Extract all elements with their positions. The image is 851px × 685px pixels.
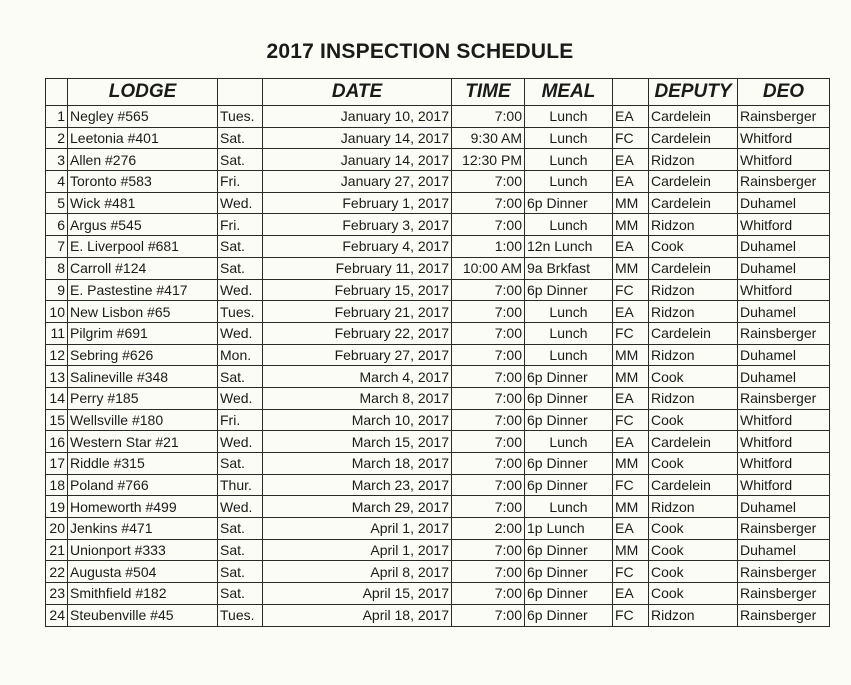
page-title: 2017 INSPECTION SCHEDULE [266,40,574,63]
lodge-cell: Riddle #315 [68,453,218,475]
date-cell: March 15, 2017 [263,431,452,453]
code-cell: FC [613,561,649,583]
time-cell: 7:00 [452,474,525,496]
lodge-cell: Western Star #21 [68,431,218,453]
deputy-cell: Cook [649,518,738,540]
col-header-deo: DEO [738,79,830,106]
row-number: 19 [46,496,68,518]
date-cell: February 21, 2017 [263,301,452,323]
row-number: 24 [46,604,68,626]
row-number: 7 [46,236,68,258]
deo-cell: Rainsberger [738,561,830,583]
code-cell: FC [613,322,649,344]
lodge-cell: Steubenville #45 [68,604,218,626]
row-number: 18 [46,474,68,496]
deputy-cell: Ridzon [649,387,738,409]
deo-cell: Whitford [738,127,830,149]
day-cell: Thur. [218,474,263,496]
deputy-cell: Cardelein [649,431,738,453]
meal-cell: Lunch [525,106,613,128]
deo-cell: Whitford [738,431,830,453]
col-header-lodge: LODGE [68,79,218,106]
lodge-cell: Pilgrim #691 [68,322,218,344]
lodge-cell: E. Pastestine #417 [68,279,218,301]
date-cell: March 23, 2017 [263,474,452,496]
code-cell: MM [613,366,649,388]
code-cell: EA [613,387,649,409]
code-cell: FC [613,127,649,149]
code-cell: FC [613,604,649,626]
code-cell: EA [613,236,649,258]
code-cell: MM [613,192,649,214]
deo-cell: Duhamel [738,344,830,366]
day-cell: Wed. [218,192,263,214]
row-number: 14 [46,387,68,409]
table-row [46,301,830,323]
deo-cell: Rainsberger [738,171,830,193]
row-number: 4 [46,171,68,193]
code-cell: FC [613,279,649,301]
row-number: 15 [46,409,68,431]
time-cell: 9:30 AM [452,127,525,149]
time-cell: 7:00 [452,539,525,561]
table-row [46,279,830,301]
date-cell: April 1, 2017 [263,539,452,561]
time-cell: 7:00 [452,192,525,214]
col-header-code [613,79,649,106]
deputy-cell: Cardelein [649,171,738,193]
time-cell: 2:00 [452,518,525,540]
day-cell: Sat. [218,539,263,561]
meal-cell: Lunch [525,344,613,366]
deo-cell: Whitford [738,409,830,431]
day-cell: Fri. [218,214,263,236]
time-cell: 7:00 [452,322,525,344]
meal-cell: Lunch [525,431,613,453]
table-row [46,474,830,496]
lodge-cell: E. Liverpool #681 [68,236,218,258]
meal-cell: 6p Dinner [525,561,613,583]
deo-cell: Duhamel [738,539,830,561]
lodge-cell: Salineville #348 [68,366,218,388]
col-header-time: TIME [452,79,525,106]
code-cell: MM [613,344,649,366]
day-cell: Sat. [218,257,263,279]
meal-cell: 6p Dinner [525,409,613,431]
meal-cell: Lunch [525,301,613,323]
day-cell: Tues. [218,301,263,323]
day-cell: Tues. [218,106,263,128]
lodge-cell: Augusta #504 [68,561,218,583]
deputy-cell: Cardelein [649,322,738,344]
date-cell: January 10, 2017 [263,106,452,128]
code-cell: MM [613,539,649,561]
row-number: 6 [46,214,68,236]
time-cell: 7:00 [452,344,525,366]
meal-cell: 9a Brkfast [525,257,613,279]
meal-cell: 6p Dinner [525,474,613,496]
deo-cell: Whitford [738,279,830,301]
deo-cell: Whitford [738,214,830,236]
day-cell: Sat. [218,366,263,388]
date-cell: March 29, 2017 [263,496,452,518]
deputy-cell: Cardelein [649,474,738,496]
lodge-cell: Homeworth #499 [68,496,218,518]
day-cell: Wed. [218,496,263,518]
deputy-cell: Ridzon [649,214,738,236]
deputy-cell: Cook [649,583,738,605]
date-cell: April 8, 2017 [263,561,452,583]
row-number: 12 [46,344,68,366]
table-row [46,604,830,626]
time-cell: 7:00 [452,409,525,431]
time-cell: 7:00 [452,561,525,583]
table-row [46,366,830,388]
meal-cell: Lunch [525,322,613,344]
lodge-cell: Unionport #333 [68,539,218,561]
table-row [46,322,830,344]
deo-cell: Duhamel [738,257,830,279]
col-header-deputy: DEPUTY [649,79,738,106]
date-cell: April 15, 2017 [263,583,452,605]
meal-cell: 6p Dinner [525,192,613,214]
time-cell: 7:00 [452,496,525,518]
deo-cell: Whitford [738,149,830,171]
row-number: 20 [46,518,68,540]
date-cell: March 10, 2017 [263,409,452,431]
meal-cell: Lunch [525,171,613,193]
deo-cell: Whitford [738,453,830,475]
deo-cell: Rainsberger [738,604,830,626]
table-row [46,561,830,583]
day-cell: Sat. [218,583,263,605]
deputy-cell: Cook [649,236,738,258]
code-cell: EA [613,171,649,193]
lodge-cell: Jenkins #471 [68,518,218,540]
time-cell: 7:00 [452,366,525,388]
lodge-cell: Perry #185 [68,387,218,409]
table-row [46,236,830,258]
deputy-cell: Cardelein [649,127,738,149]
row-number: 10 [46,301,68,323]
meal-cell: Lunch [525,214,613,236]
deo-cell: Rainsberger [738,322,830,344]
row-number: 2 [46,127,68,149]
date-cell: February 15, 2017 [263,279,452,301]
lodge-cell: Negley #565 [68,106,218,128]
table-row [46,539,830,561]
table-row [46,496,830,518]
day-cell: Sat. [218,453,263,475]
date-cell: February 27, 2017 [263,344,452,366]
deputy-cell: Ridzon [649,344,738,366]
code-cell: EA [613,149,649,171]
meal-cell: 12n Lunch [525,236,613,258]
row-number: 22 [46,561,68,583]
date-cell: January 27, 2017 [263,171,452,193]
deputy-cell: Cook [649,366,738,388]
time-cell: 7:00 [452,171,525,193]
meal-cell: Lunch [525,496,613,518]
time-cell: 1:00 [452,236,525,258]
time-cell: 7:00 [452,604,525,626]
day-cell: Mon. [218,344,263,366]
table-row [46,431,830,453]
time-cell: 7:00 [452,279,525,301]
row-number: 9 [46,279,68,301]
day-cell: Wed. [218,387,263,409]
row-number: 11 [46,322,68,344]
date-cell: April 18, 2017 [263,604,452,626]
deputy-cell: Cardelein [649,257,738,279]
day-cell: Wed. [218,322,263,344]
lodge-cell: Toronto #583 [68,171,218,193]
deputy-cell: Ridzon [649,301,738,323]
date-cell: January 14, 2017 [263,127,452,149]
day-cell: Sat. [218,236,263,258]
row-number: 21 [46,539,68,561]
meal-cell: Lunch [525,127,613,149]
table-row [46,257,830,279]
meal-cell: 6p Dinner [525,387,613,409]
deo-cell: Rainsberger [738,583,830,605]
row-number: 13 [46,366,68,388]
date-cell: February 22, 2017 [263,322,452,344]
inspection-schedule-table [45,78,830,627]
deputy-cell: Cook [649,561,738,583]
time-cell: 12:30 PM [452,149,525,171]
header-row [46,79,830,106]
day-cell: Wed. [218,431,263,453]
date-cell: March 18, 2017 [263,453,452,475]
meal-cell: 6p Dinner [525,453,613,475]
day-cell: Sat. [218,149,263,171]
code-cell: EA [613,431,649,453]
deo-cell: Duhamel [738,496,830,518]
table-row [46,171,830,193]
code-cell: EA [613,106,649,128]
deputy-cell: Ridzon [649,496,738,518]
code-cell: MM [613,453,649,475]
deputy-cell: Cardelein [649,192,738,214]
row-number: 17 [46,453,68,475]
date-cell: March 4, 2017 [263,366,452,388]
meal-cell: 6p Dinner [525,583,613,605]
col-header-meal: MEAL [525,79,613,106]
code-cell: MM [613,214,649,236]
lodge-cell: Allen #276 [68,149,218,171]
deputy-cell: Ridzon [649,149,738,171]
lodge-cell: Carroll #124 [68,257,218,279]
table-row [46,453,830,475]
table-row [46,127,830,149]
day-cell: Sat. [218,561,263,583]
lodge-cell: Poland #766 [68,474,218,496]
table-row [46,214,830,236]
time-cell: 7:00 [452,431,525,453]
row-number: 5 [46,192,68,214]
date-cell: April 1, 2017 [263,518,452,540]
col-header-date: DATE [263,79,452,106]
date-cell: March 8, 2017 [263,387,452,409]
lodge-cell: Sebring #626 [68,344,218,366]
col-header-day [218,79,263,106]
row-number: 16 [46,431,68,453]
row-number: 1 [46,106,68,128]
deputy-cell: Cook [649,453,738,475]
deo-cell: Rainsberger [738,518,830,540]
lodge-cell: Wick #481 [68,192,218,214]
col-header-num [46,79,68,106]
time-cell: 10:00 AM [452,257,525,279]
time-cell: 7:00 [452,214,525,236]
code-cell: EA [613,583,649,605]
code-cell: MM [613,496,649,518]
date-cell: February 11, 2017 [263,257,452,279]
meal-cell: 1p Lunch [525,518,613,540]
deo-cell: Rainsberger [738,387,830,409]
table-row [46,149,830,171]
date-cell: January 14, 2017 [263,149,452,171]
meal-cell: Lunch [525,149,613,171]
deo-cell: Duhamel [738,192,830,214]
lodge-cell: Argus #545 [68,214,218,236]
row-number: 23 [46,583,68,605]
deo-cell: Duhamel [738,366,830,388]
time-cell: 7:00 [452,583,525,605]
time-cell: 7:00 [452,453,525,475]
deputy-cell: Ridzon [649,279,738,301]
time-cell: 7:00 [452,106,525,128]
table-row [46,192,830,214]
day-cell: Fri. [218,171,263,193]
code-cell: EA [613,301,649,323]
table-row [46,387,830,409]
table-row [46,409,830,431]
meal-cell: 6p Dinner [525,604,613,626]
lodge-cell: Wellsville #180 [68,409,218,431]
meal-cell: 6p Dinner [525,279,613,301]
meal-cell: 6p Dinner [525,366,613,388]
day-cell: Wed. [218,279,263,301]
deo-cell: Whitford [738,474,830,496]
code-cell: EA [613,518,649,540]
table-row [46,344,830,366]
day-cell: Fri. [218,409,263,431]
table-row [46,106,830,128]
day-cell: Sat. [218,518,263,540]
day-cell: Tues. [218,604,263,626]
meal-cell: 6p Dinner [525,539,613,561]
date-cell: February 4, 2017 [263,236,452,258]
time-cell: 7:00 [452,387,525,409]
code-cell: FC [613,409,649,431]
time-cell: 7:00 [452,301,525,323]
lodge-cell: New Lisbon #65 [68,301,218,323]
deo-cell: Duhamel [738,236,830,258]
row-number: 3 [46,149,68,171]
deo-cell: Rainsberger [738,106,830,128]
deo-cell: Duhamel [738,301,830,323]
date-cell: February 1, 2017 [263,192,452,214]
table-row [46,583,830,605]
lodge-cell: Leetonia #401 [68,127,218,149]
table-row [46,518,830,540]
deputy-cell: Cook [649,539,738,561]
code-cell: MM [613,257,649,279]
date-cell: February 3, 2017 [263,214,452,236]
lodge-cell: Smithfield #182 [68,583,218,605]
code-cell: FC [613,474,649,496]
deputy-cell: Ridzon [649,604,738,626]
deputy-cell: Cardelein [649,106,738,128]
row-number: 8 [46,257,68,279]
deputy-cell: Cook [649,409,738,431]
day-cell: Sat. [218,127,263,149]
